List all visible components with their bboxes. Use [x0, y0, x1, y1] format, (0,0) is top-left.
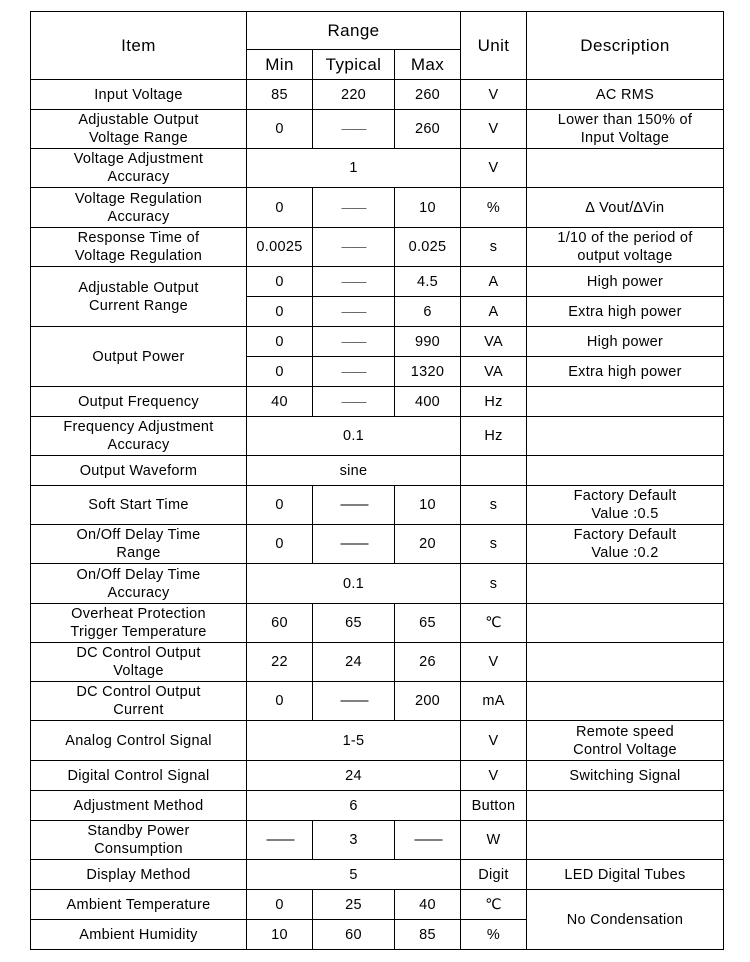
cell-description — [527, 417, 724, 456]
cell-min: 40 — [247, 387, 313, 417]
cell-max: 10 — [395, 188, 461, 228]
cell-description: Lower than 150% of Input Voltage — [527, 110, 724, 149]
cell-min: 85 — [247, 80, 313, 110]
cell-min: —— — [247, 821, 313, 860]
header-min: Min — [247, 50, 313, 80]
table-row — [31, 643, 724, 682]
cell-description — [527, 791, 724, 821]
cell-unit: Hz — [461, 417, 527, 456]
cell-typical: —— — [313, 297, 395, 327]
cell-max: 200 — [395, 682, 461, 721]
cell-item: Standby Power Consumption — [31, 821, 247, 860]
cell-max: 990 — [395, 327, 461, 357]
cell-max: 26 — [395, 643, 461, 682]
cell-item: Ambient Temperature — [31, 890, 247, 920]
cell-value: 1 — [247, 149, 461, 188]
cell-description: ∆ Vout/∆Vin — [527, 188, 724, 228]
table-row — [31, 417, 724, 456]
cell-item: Output Frequency — [31, 387, 247, 417]
cell-item: Response Time of Voltage Regulation — [31, 228, 247, 267]
cell-item: Ambient Humidity — [31, 920, 247, 950]
cell-description: No Condensation — [527, 890, 724, 950]
table-row — [31, 721, 724, 761]
table-row — [31, 761, 724, 791]
cell-unit: s — [461, 525, 527, 564]
cell-unit: ℃ — [461, 604, 527, 643]
cell-typical: —— — [313, 387, 395, 417]
cell-min: 0 — [247, 297, 313, 327]
cell-unit: mA — [461, 682, 527, 721]
cell-item: Voltage Adjustment Accuracy — [31, 149, 247, 188]
cell-item: Adjustment Method — [31, 791, 247, 821]
cell-typical: 65 — [313, 604, 395, 643]
cell-typical: 24 — [313, 643, 395, 682]
header-typical: Typical — [313, 50, 395, 80]
cell-description — [527, 387, 724, 417]
cell-min: 0.0025 — [247, 228, 313, 267]
cell-unit: Digit — [461, 860, 527, 890]
cell-typical: —— — [313, 188, 395, 228]
cell-typical: —— — [313, 267, 395, 297]
cell-max: 6 — [395, 297, 461, 327]
table-row — [31, 604, 724, 643]
cell-item: DC Control Output Voltage — [31, 643, 247, 682]
table-row — [31, 682, 724, 721]
cell-typical: 220 — [313, 80, 395, 110]
cell-unit: Hz — [461, 387, 527, 417]
cell-min: 60 — [247, 604, 313, 643]
cell-unit: V — [461, 761, 527, 791]
cell-min: 0 — [247, 486, 313, 525]
cell-description: Switching Signal — [527, 761, 724, 791]
cell-unit: V — [461, 110, 527, 149]
cell-max: 0.025 — [395, 228, 461, 267]
cell-max: 20 — [395, 525, 461, 564]
cell-item: Output Waveform — [31, 456, 247, 486]
cell-min: 0 — [247, 682, 313, 721]
table-row — [31, 327, 724, 357]
table-row — [31, 821, 724, 860]
cell-typical: —— — [313, 486, 395, 525]
header-item: Item — [31, 12, 247, 80]
table-row — [31, 860, 724, 890]
cell-value: 5 — [247, 860, 461, 890]
cell-max: —— — [395, 821, 461, 860]
cell-unit: V — [461, 721, 527, 761]
cell-max: 40 — [395, 890, 461, 920]
cell-max: 260 — [395, 110, 461, 149]
cell-description — [527, 564, 724, 604]
cell-description: Factory Default Value :0.2 — [527, 525, 724, 564]
cell-unit: A — [461, 267, 527, 297]
cell-max: 65 — [395, 604, 461, 643]
cell-max: 85 — [395, 920, 461, 950]
cell-typical: 60 — [313, 920, 395, 950]
header-range: Range — [247, 12, 461, 50]
cell-unit: W — [461, 821, 527, 860]
cell-typical: 25 — [313, 890, 395, 920]
cell-min: 10 — [247, 920, 313, 950]
cell-unit — [461, 456, 527, 486]
cell-description — [527, 456, 724, 486]
cell-unit: V — [461, 643, 527, 682]
table-row — [31, 228, 724, 267]
cell-description — [527, 604, 724, 643]
cell-value: 0.1 — [247, 417, 461, 456]
table-row — [31, 110, 724, 149]
cell-typical: —— — [313, 110, 395, 149]
cell-typical: —— — [313, 525, 395, 564]
cell-item: Voltage Regulation Accuracy — [31, 188, 247, 228]
cell-typical: —— — [313, 228, 395, 267]
cell-item: Frequency Adjustment Accuracy — [31, 417, 247, 456]
cell-unit: s — [461, 564, 527, 604]
cell-value: 1-5 — [247, 721, 461, 761]
cell-min: 22 — [247, 643, 313, 682]
cell-typical: —— — [313, 327, 395, 357]
table-row — [31, 149, 724, 188]
cell-item: Output Power — [31, 327, 247, 387]
table-row — [31, 267, 724, 297]
cell-description: Remote speed Control Voltage — [527, 721, 724, 761]
cell-max: 4.5 — [395, 267, 461, 297]
cell-min: 0 — [247, 357, 313, 387]
cell-typical: 3 — [313, 821, 395, 860]
cell-unit: V — [461, 149, 527, 188]
cell-description: LED Digital Tubes — [527, 860, 724, 890]
cell-unit: % — [461, 920, 527, 950]
cell-max: 1320 — [395, 357, 461, 387]
header-max: Max — [395, 50, 461, 80]
cell-item: Adjustable Output Voltage Range — [31, 110, 247, 149]
cell-typical: —— — [313, 682, 395, 721]
cell-description: High power — [527, 327, 724, 357]
cell-max: 260 — [395, 80, 461, 110]
cell-description — [527, 643, 724, 682]
cell-value: sine — [247, 456, 461, 486]
cell-value: 6 — [247, 791, 461, 821]
cell-item: Overheat Protection Trigger Temperature — [31, 604, 247, 643]
header-unit: Unit — [461, 12, 527, 80]
cell-value: 0.1 — [247, 564, 461, 604]
cell-item: DC Control Output Current — [31, 682, 247, 721]
cell-item: Display Method — [31, 860, 247, 890]
table-row — [31, 564, 724, 604]
cell-item: Adjustable Output Current Range — [31, 267, 247, 327]
cell-description: High power — [527, 267, 724, 297]
cell-item: Input Voltage — [31, 80, 247, 110]
cell-min: 0 — [247, 110, 313, 149]
header-description: Description — [527, 12, 724, 80]
cell-unit: % — [461, 188, 527, 228]
cell-unit: s — [461, 486, 527, 525]
cell-unit: A — [461, 297, 527, 327]
cell-description — [527, 821, 724, 860]
cell-unit: VA — [461, 357, 527, 387]
cell-description: Extra high power — [527, 357, 724, 387]
cell-min: 0 — [247, 890, 313, 920]
cell-description: Factory Default Value :0.5 — [527, 486, 724, 525]
cell-min: 0 — [247, 327, 313, 357]
cell-unit: Button — [461, 791, 527, 821]
cell-item: On/Off Delay Time Range — [31, 525, 247, 564]
cell-item: Soft Start Time — [31, 486, 247, 525]
cell-max: 10 — [395, 486, 461, 525]
table-row — [31, 791, 724, 821]
table-row — [31, 890, 724, 920]
cell-unit: VA — [461, 327, 527, 357]
cell-unit: ℃ — [461, 890, 527, 920]
cell-description: 1/10 of the period of output voltage — [527, 228, 724, 267]
cell-typical: —— — [313, 357, 395, 387]
table-row — [31, 525, 724, 564]
cell-description — [527, 682, 724, 721]
cell-unit: s — [461, 228, 527, 267]
cell-item: Digital Control Signal — [31, 761, 247, 791]
cell-description — [527, 149, 724, 188]
cell-min: 0 — [247, 525, 313, 564]
cell-item: On/Off Delay Time Accuracy — [31, 564, 247, 604]
table-row — [31, 387, 724, 417]
header-row — [31, 12, 724, 50]
cell-min: 0 — [247, 267, 313, 297]
cell-max: 400 — [395, 387, 461, 417]
cell-unit: V — [461, 80, 527, 110]
table-row — [31, 486, 724, 525]
table-row — [31, 80, 724, 110]
cell-description: AC RMS — [527, 80, 724, 110]
table-row — [31, 188, 724, 228]
cell-min: 0 — [247, 188, 313, 228]
table-row — [31, 456, 724, 486]
cell-description: Extra high power — [527, 297, 724, 327]
cell-value: 24 — [247, 761, 461, 791]
cell-item: Analog Control Signal — [31, 721, 247, 761]
spec-table — [30, 11, 724, 950]
